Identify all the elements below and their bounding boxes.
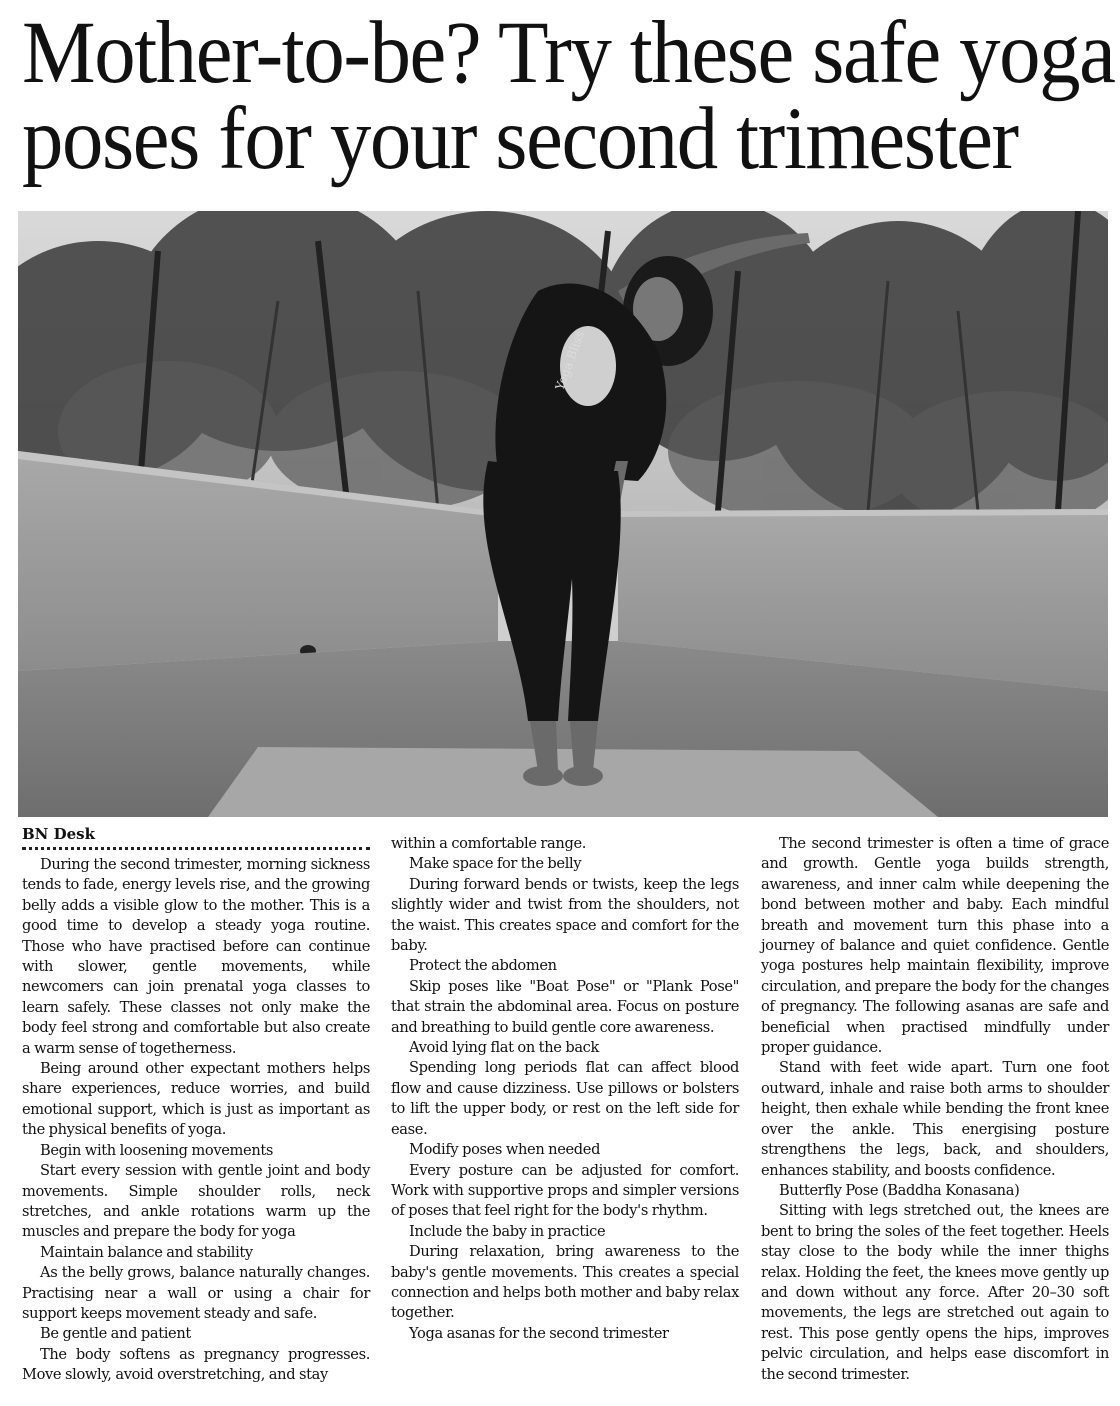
paragraph: Start every session with gentle joint and body movements. Simple shoulder rolls, neck stretches, and ankle rotations warm up the muscles and prepare the body for yoga <box>22 1162 370 1241</box>
subheading: Make space for the belly <box>409 855 582 873</box>
headline-line-2: poses for your second trimester <box>22 90 1018 188</box>
article-column-1 <box>22 855 370 1386</box>
paragraph: During relaxation, bring awareness to the baby's gentle movements. This creates a special connection and helps both mother and baby relax together. <box>391 1243 739 1322</box>
paragraph: As the belly grows, balance naturally changes. Practising near a wall or using a chair for support keeps movement steady and safe. <box>22 1264 370 1322</box>
subheading: Begin with loosening movements <box>40 1141 274 1159</box>
paragraph-continued: within a comfortable range. <box>391 835 587 852</box>
subheading: Maintain balance and stability <box>40 1243 253 1261</box>
article-column-2 <box>391 834 739 1344</box>
paragraph: The second trimester is often a time of grace and growth. Gentle yoga builds strength, awareness, and inner calm while deepening the bond between mother and baby. Each mindful breath and movement turn this phase into a journey of balance and quiet confidence. Gentle yoga postures help maintain flexibility, improve circulation, and prepare the body for the changes of pregnancy. The following asanas are safe and beneficial when practised mindfully under proper guidance. <box>761 835 1109 1057</box>
paragraph: Every posture can be adjusted for comfort. Work with supportive props and simpler versions of poses that feel right for the body's rhythm. <box>391 1161 739 1220</box>
subheading: Be gentle and patient <box>40 1325 191 1343</box>
paragraph: Sitting with legs stretched out, the knees are bent to bring the soles of the feet together. Heels stay close to the body while the inner thighs relax. Holding the feet, the knees move gently up and down without any force. After 20–30 soft movements, the legs are stretched out again to rest. This pose gently opens the hips, improves pelvic circulation, and helps ease discomfort in the second trimester. <box>761 1202 1109 1383</box>
subheading: Yoga asanas for the second trimester <box>409 1324 669 1342</box>
article-column-3 <box>761 834 1109 1385</box>
paragraph: During forward bends or twists, keep the legs slightly wider and twist from the shoulders, not the waist. This creates space and comfort for the baby. <box>391 875 739 955</box>
subheading: Include the baby in practice <box>409 1222 606 1240</box>
paragraph: Stand with feet wide apart. Turn one foot outward, inhale and raise both arms to shoulder height, then exhale while bending the front knee over the ankle. This energising posture strengthens the legs, back, and shoulders, enhances stability, and boosts confidence. <box>761 1059 1109 1179</box>
paragraph: During the second trimester, morning sickness tends to fade, energy levels rise, and the growing belly adds a visible glow to the mother. This is a good time to develop a steady yoga routine. Those who have practised before can continue with slower, gentle movements, while newcomers can join prenatal yoga classes to learn safely. These classes not only make the body feel strong and comfortable but also create a warm sense of togetherness. <box>22 856 370 1057</box>
paragraph: The body softens as pregnancy progresses. Move slowly, avoid overstretching, and stay <box>22 1345 370 1384</box>
byline: BN Desk <box>22 825 370 850</box>
paragraph: Being around other expectant mothers helps share experiences, reduce worries, and build emotional support, which is just as important as the physical benefits of yoga. <box>22 1060 370 1139</box>
paragraph: Skip poses like "Boat Pose" or "Plank Pose" that strain the abdominal area. Focus on posture and breathing to build gentle core awareness. <box>391 977 739 1036</box>
headline-line-1: Mother-to-be? Try these safe yoga <box>22 4 1115 102</box>
article-photo <box>18 211 1108 817</box>
yoga-photo-illustration <box>18 211 1108 817</box>
subheading: Modify poses when needed <box>409 1141 601 1159</box>
subheading: Avoid lying flat on the back <box>409 1039 599 1057</box>
paragraph: Spending long periods flat can affect blood flow and cause dizziness. Use pillows or bolsters to lift the upper body, or rest on the left side for ease. <box>391 1059 739 1138</box>
headline <box>22 4 1115 188</box>
shirt-logo-text: Yoga Bliss <box>552 329 587 393</box>
subheading: Protect the abdomen <box>409 957 557 975</box>
subheading: Butterfly Pose (Baddha Konasana) <box>779 1181 1020 1199</box>
